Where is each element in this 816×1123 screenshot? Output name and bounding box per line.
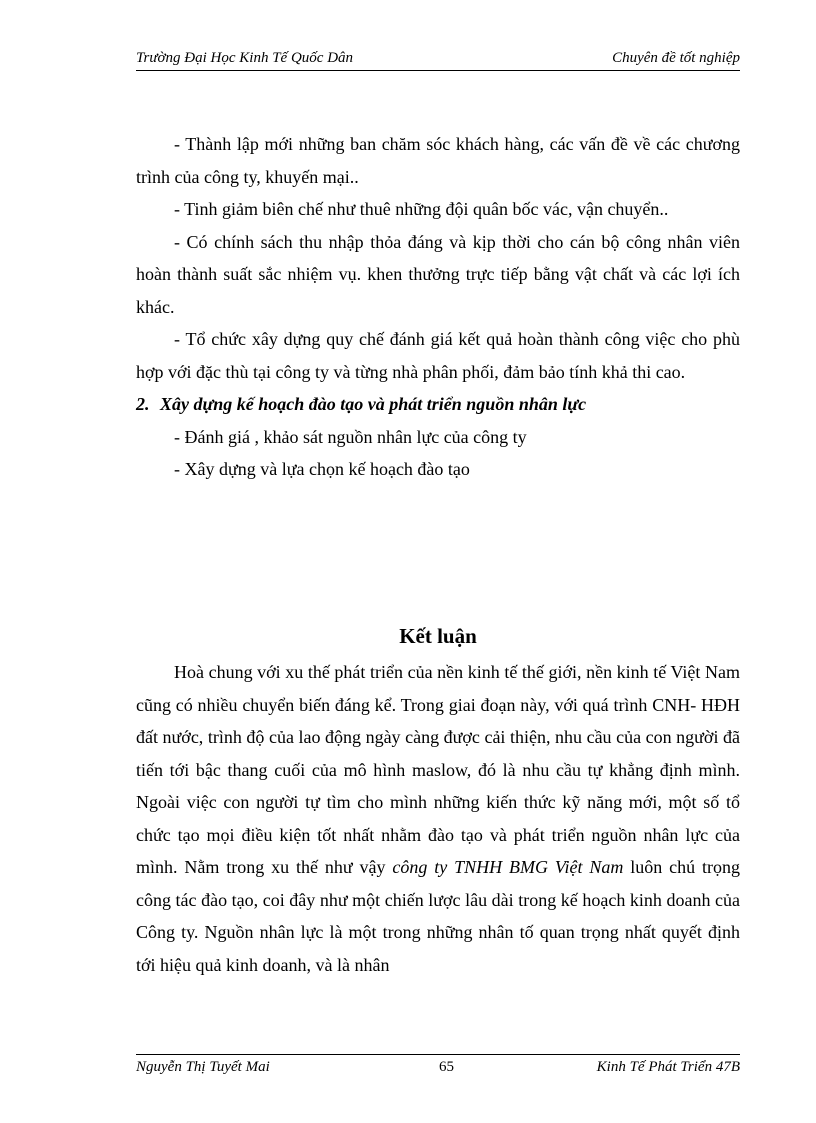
section-title: Xây dựng kế hoạch đào tạo và phát triển nguồn nhân lực xyxy=(160,394,587,414)
footer-author: Nguyễn Thị Tuyết Mai xyxy=(136,1059,270,1075)
footer-class: Kinh Tế Phát Triển 47B xyxy=(596,1059,740,1075)
list-item: - Tinh giảm biên chế như thuê những đội quân bốc vác, vận chuyển.. xyxy=(174,199,669,219)
conclusion-paragraph xyxy=(136,656,740,981)
section-heading xyxy=(136,388,740,421)
list-item: - Xây dựng và lựa chọn kế hoạch đào tạo xyxy=(174,459,470,479)
conclusion-block xyxy=(136,656,740,981)
page-footer xyxy=(136,1059,740,1079)
list-item: - Thành lập mới những ban chăm sóc khách hàng, các vấn đề về các chương trình của công ty, khuyến mại.. xyxy=(136,134,740,187)
header-school: Trường Đại Học Kinh Tế Quốc Dân xyxy=(136,50,354,66)
footer-divider xyxy=(136,1054,740,1055)
conclusion-title: Kết luận xyxy=(399,624,477,648)
page-number: 65 xyxy=(439,1059,454,1075)
list-item: - Đánh giá , khảo sát nguồn nhân lực của công ty xyxy=(174,426,527,447)
list-block xyxy=(136,128,740,486)
conclusion-text-after: luôn chú trọng công tác đào tạo, coi đây như một chiến lược lâu dài trong kế hoạch kinh doanh của Công ty. Nguồn nhân lực là một trong những nhân tố quan trọng nhất quyết định tới hiệu quả kinh doanh, và là nhân xyxy=(136,857,740,975)
list-item: - Tổ chức xây dựng quy chế đánh giá kết quả hoàn thành công việc cho phù hợp với đặc thù tại công ty và từng nhà phân phối, đảm bảo tính khả thi cao. xyxy=(136,329,740,382)
header-doc-type: Chuyên đề tốt nghiệp xyxy=(612,50,740,66)
section-number: 2. xyxy=(136,394,150,414)
company-name: công ty TNHH BMG Việt Nam xyxy=(392,857,624,877)
list-item: - Có chính sách thu nhập thỏa đáng và kịp thời cho cán bộ công nhân viên hoàn thành suất sắc nhiệm vụ. khen thưởng trực tiếp bằng vật chất và các lợi ích khác. xyxy=(136,231,740,317)
conclusion-text-before: Hoà chung với xu thế phát triển của nền kinh tế thế giới, nền kinh tế Việt Nam cũng có nhiều chuyển biến đáng kể. Trong giai đoạn này, với quá trình CNH- HĐH đất nước, trình độ của lao động ngày càng được cải thiện, nhu cầu của con người đã tiến tới bậc thang cuối của mô hình maslow, đó là nhu cầu tự khẳng định mình. Ngoài việc con người tự tìm cho mình những kiến thức kỹ năng mới, một số tổ chức tạo mọi điều kiện tốt nhất nhằm đào tạo và phát triển nguồn nhân lực của mình. Nằm trong xu thế như vậy xyxy=(136,662,740,877)
page-header xyxy=(136,50,740,71)
